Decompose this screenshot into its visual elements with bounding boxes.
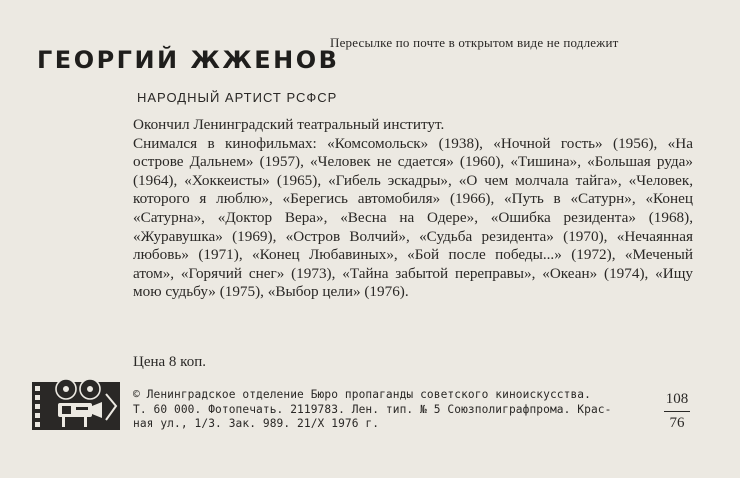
card-number (664, 390, 690, 432)
education-text: Окончил Ленинградский театральный институт. (133, 116, 445, 133)
biography (133, 116, 693, 302)
filmography-text: Снимался в кинофильмах: «Комсомольск» (1938), «Ночной гость» (1956), «На острове Дальнем» (1957), «Человек не сдается» (1960), «Тишина», «Большая руда» (1964), «Хоккеисты» (1965), «Гибель эскадры», «О чем молчала тайга», «Человек, которого я люблю», «Берегись автомобиля» (1966), «Путь в «Сатурн», «Конец «Сатурна», «Доктор Вера», «Весна на Одере», «Ошибка резидента» (1968), «Журавушка» (1969), «Остров Волчий», «Судьба резидента» (1970), «Нечаянная любовь» (1971), «Конец Любавиных», «Бой после победы...» (1972), «Меченый атом», «Горячий снег» (1973), «Тайна забытой переправы», «Океан» (1974), «Ищу мою судьбу» (1975), «Выбор цели» (1976). (133, 134, 693, 301)
actor-name: ГЕОРГИЙ ЖЖЕНОВ (37, 46, 340, 74)
fraction-divider (664, 411, 690, 412)
postal-notice: Пересылке по почте в открытом виде не подлежит (330, 35, 619, 50)
imprint-line: Т. 60 000. Фотопечать. 2119783. Лен. тип. № 5 Союзполиграфпрома. Крас- (133, 402, 612, 416)
price-label: Цена 8 коп. (133, 354, 206, 370)
card-number-bottom: 76 (669, 415, 685, 431)
imprint-line: ная ул., 1/3. Зак. 989. 21/X 1976 г. (133, 417, 380, 431)
film-projector-emblem-icon (32, 376, 122, 432)
imprint-line: © Ленинградское отделение Бюро пропаганды советского киноискусства. (133, 388, 591, 401)
card-number-top: 108 (665, 391, 689, 407)
publisher-imprint (133, 388, 653, 432)
actor-title: НАРОДНЫЙ АРТИСТ РСФСР (137, 90, 338, 105)
